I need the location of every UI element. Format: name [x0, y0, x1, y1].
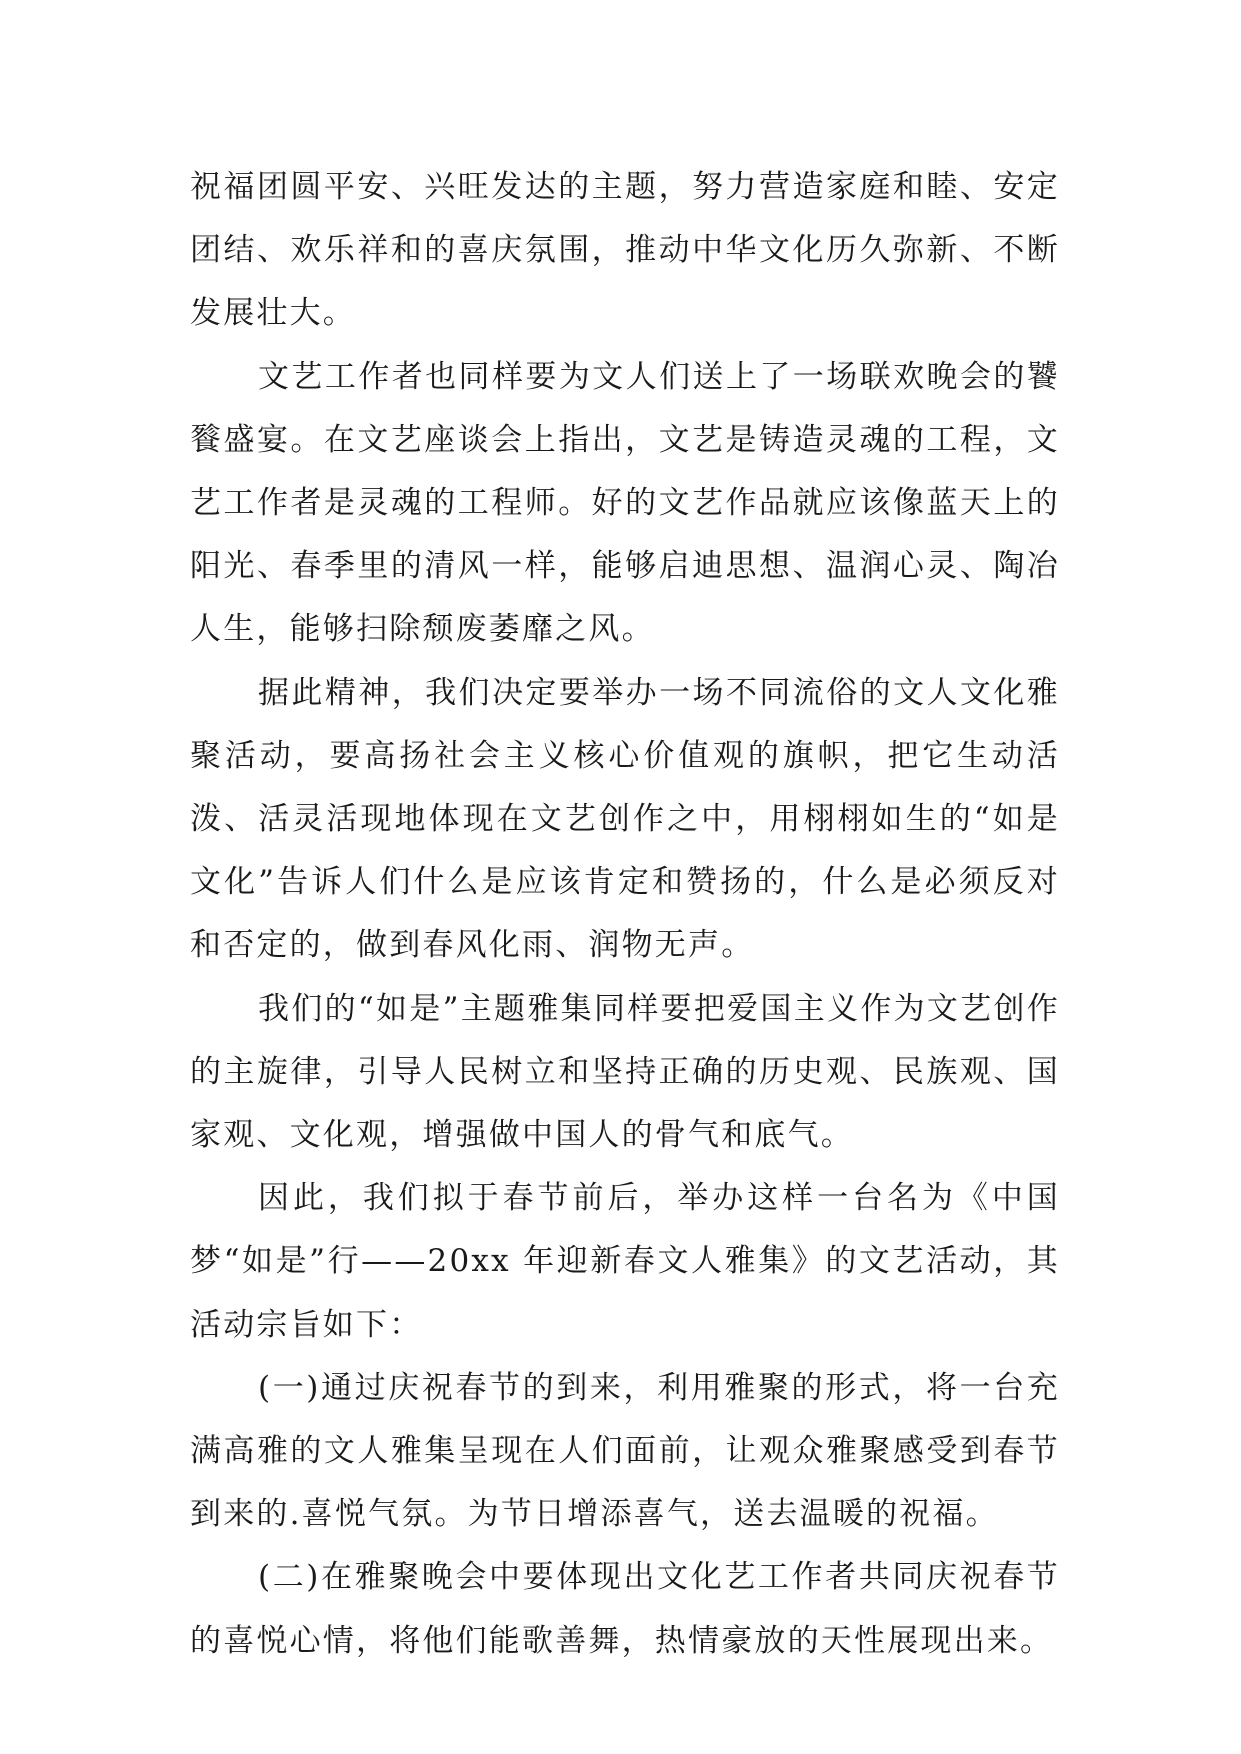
paragraph-theme-wish: 祝福团圆平安、兴旺发达的主题，努力营造家庭和睦、安定团结、欢乐祥和的喜庆氛围，推动中华文化历久弥新、不断发展壮大。 [190, 169, 1060, 332]
paragraph-artists-feast: 文艺工作者也同样要为文人们送上了一场联欢晚会的饕餮盛宴。在文艺座谈会上指出，文艺是铸造灵魂的工程，文艺工作者是灵魂的工程师。好的文艺作品就应该像蓝天上的阳光、春季里的清风一样，能够启迪思想、温润心灵、陶冶人生，能够扫除颓废萎靡之风。 [190, 358, 1060, 648]
paragraph-event-name: 因此，我们拟于春节前后，举办这样一台名为《中国梦“如是”行——20xx 年迎新春文人雅集》的文艺活动，其活动宗旨如下： [190, 1180, 1060, 1343]
document-body [190, 156, 1060, 1673]
paragraph-gathering-plan: 据此精神，我们决定要举办一场不同流俗的文人文化雅聚活动，要高扬社会主义核心价值观的旗帜，把它生动活泼、活灵活现地体现在文艺创作之中，用栩栩如生的“如是文化”告诉人们什么是应该肯定和赞扬的，什么是必须反对和否定的，做到春风化雨、润物无声。 [190, 674, 1060, 964]
paragraph-purpose-two: (二)在雅聚晚会中要体现出文化艺工作者共同庆祝春节的喜悦心情，将他们能歌善舞，热情豪放的天性展现出来。 [190, 1559, 1060, 1659]
paragraph-purpose-one: (一)通过庆祝春节的到来，利用雅聚的形式，将一台充满高雅的文人雅集呈现在人们面前，让观众雅聚感受到春节到来的.喜悦气氛。为节日增添喜气，送去温暖的祝福。 [190, 1369, 1060, 1533]
paragraph-patriotism: 我们的“如是”主题雅集同样要把爱国主义作为文艺创作的主旋律，引导人民树立和坚持正确的历史观、民族观、国家观、文化观，增强做中国人的骨气和底气。 [190, 990, 1060, 1154]
